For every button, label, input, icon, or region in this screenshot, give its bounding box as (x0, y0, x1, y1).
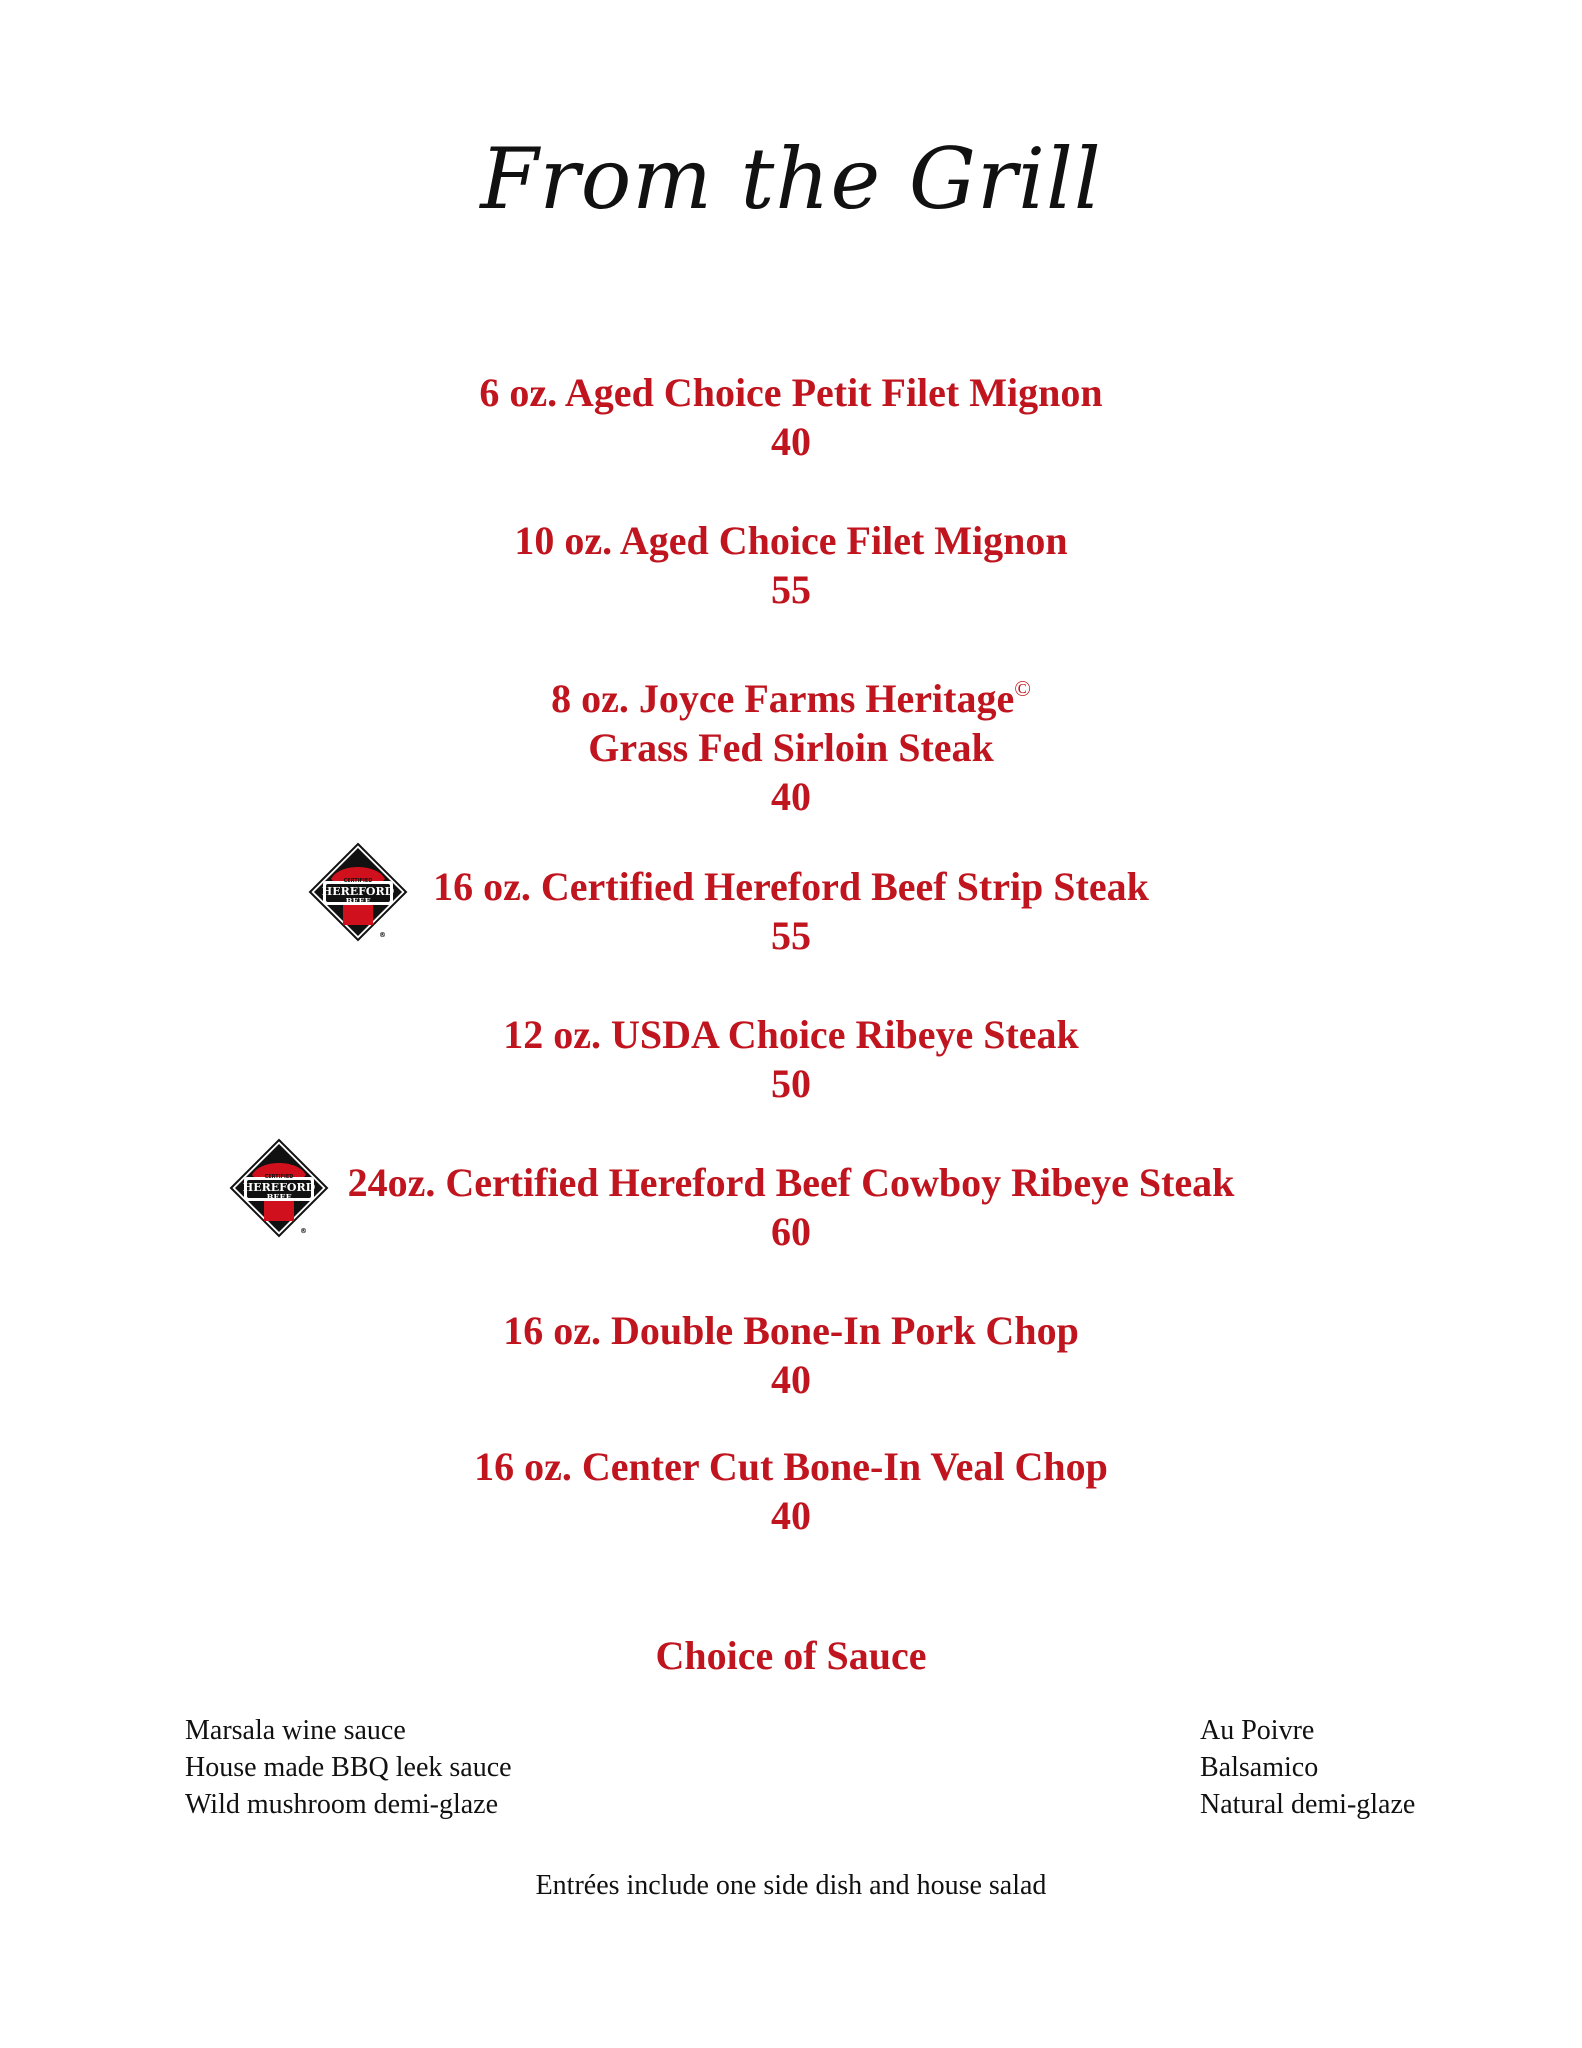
logo-text-middle: HEREFORD (242, 1180, 315, 1194)
menu-item (0, 1158, 1582, 1256)
item-name-line-2: Grass Fed Sirloin Steak (588, 725, 994, 770)
hereford-beef-logo (228, 1137, 330, 1239)
logo-registered: ® (299, 1226, 307, 1235)
item-price: 40 (771, 1493, 811, 1538)
logo-text-top: CERTIFIED (343, 877, 373, 884)
item-name: 6 oz. Aged Choice Petit Filet Mignon (479, 370, 1103, 415)
item-price: 40 (771, 774, 811, 819)
logo-registered: ® (379, 930, 387, 939)
logo-text-middle: HEREFORD (321, 884, 395, 898)
item-name: 16 oz. Double Bone-In Pork Chop (503, 1308, 1079, 1353)
copyright-mark: © (1014, 676, 1031, 701)
item-price: 40 (771, 1357, 811, 1402)
item-name: 12 oz. USDA Choice Ribeye Steak (503, 1012, 1079, 1057)
item-name-line-1: 8 oz. Joyce Farms Heritage© (551, 676, 1031, 721)
sauce-option: House made BBQ leek sauce (185, 1752, 512, 1783)
sauce-option: Au Poivre (1200, 1715, 1315, 1746)
menu-item (0, 1306, 1582, 1404)
logo-text-bottom: BEEF (266, 1191, 291, 1202)
item-name: 24oz. Certified Hereford Beef Cowboy Ribeye Steak (347, 1160, 1235, 1205)
sauce-option: Wild mushroom demi-glaze (185, 1789, 499, 1820)
sauce-list-left (185, 1712, 512, 1823)
item-price: 50 (771, 1061, 811, 1106)
logo-text-top: CERTIFIED (264, 1173, 293, 1180)
menu-item (0, 516, 1582, 614)
logo-text-bottom: BEEF (345, 895, 371, 906)
item-name: 10 oz. Aged Choice Filet Mignon (514, 518, 1068, 563)
menu-item (0, 664, 1582, 821)
item-name: 16 oz. Center Cut Bone-In Veal Chop (474, 1444, 1108, 1489)
item-price: 55 (771, 913, 811, 958)
item-price: 40 (771, 419, 811, 464)
page-title: From the Grill (480, 130, 1102, 228)
menu-item (0, 1442, 1582, 1540)
sauce-option: Marsala wine sauce (185, 1715, 406, 1746)
sauce-option: Balsamico (1200, 1752, 1319, 1783)
sauce-option: Natural demi-glaze (1200, 1789, 1416, 1820)
menu-item (0, 1010, 1582, 1108)
sauce-list-right (1200, 1712, 1415, 1823)
sauce-heading: Choice of Sauce (655, 1633, 927, 1678)
item-price: 60 (771, 1209, 811, 1254)
hereford-beef-logo (307, 841, 409, 943)
item-price: 55 (771, 567, 811, 612)
item-name: 16 oz. Certified Hereford Beef Strip Steak (433, 864, 1149, 909)
menu-item (0, 368, 1582, 466)
menu-item (0, 862, 1582, 960)
footer-note: Entrées include one side dish and house salad (535, 1870, 1047, 1901)
